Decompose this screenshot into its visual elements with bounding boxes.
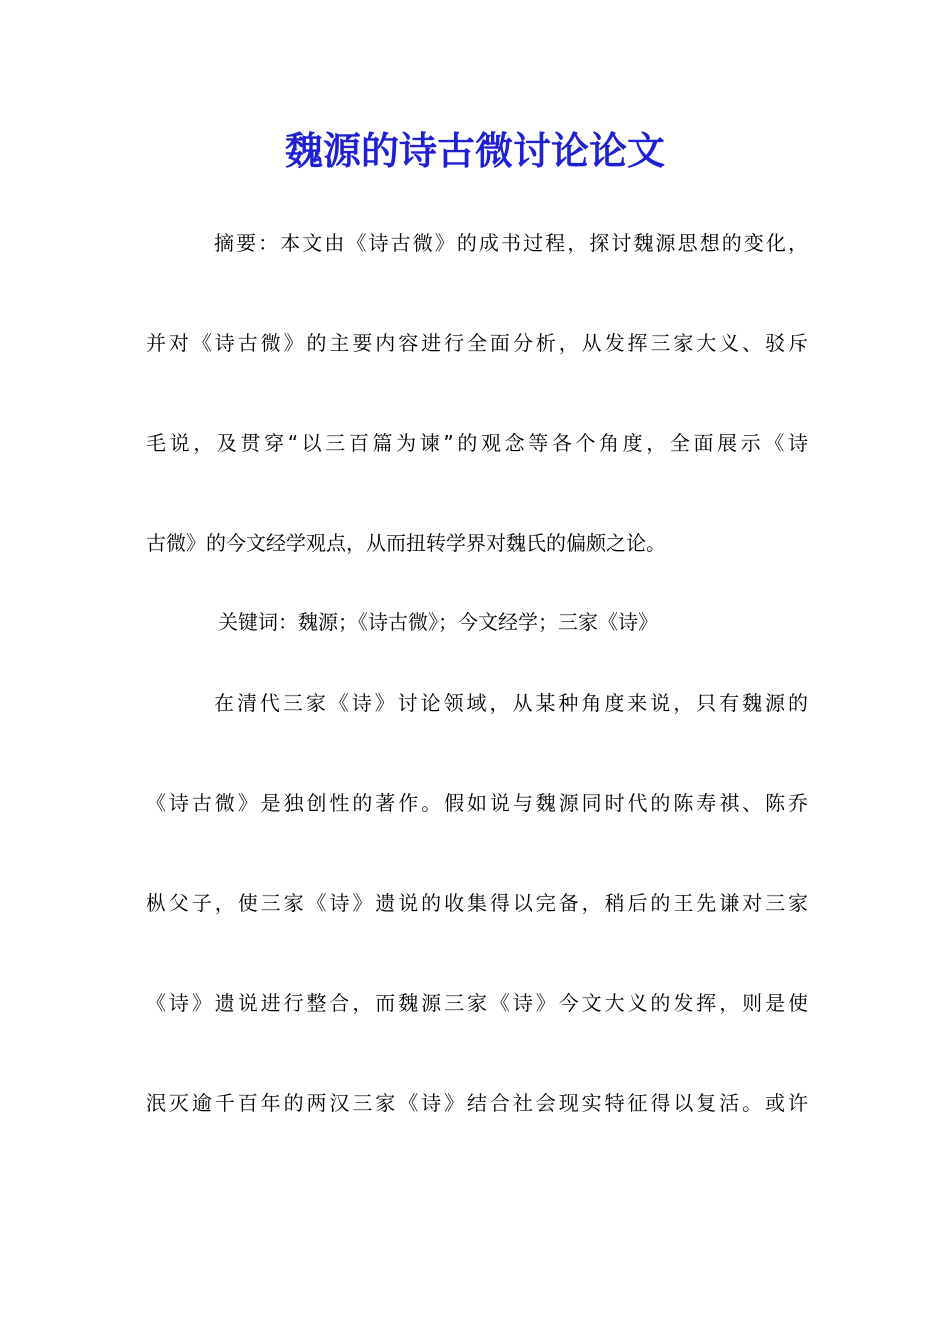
abstract-line: 并对《诗古微》的主要内容进行全面分析，从发挥三家大义、驳斥 — [146, 331, 808, 355]
body-line: 《诗》遗说进行整合，而魏源三家《诗》今文大义的发挥，则是使 — [146, 991, 808, 1015]
body-line: 《诗古微》是独创性的著作。假如说与魏源同时代的陈寿祺、陈乔 — [146, 791, 808, 815]
abstract-line: 摘要：本文由《诗古微》的成书过程，探讨魏源思想的变化， — [214, 231, 808, 255]
document-title: 魏源的诗古微讨论论文 — [284, 128, 665, 173]
body-line: 在清代三家《诗》讨论领域，从某种角度来说，只有魏源的 — [214, 691, 808, 715]
body-line: 泯灭逾千百年的两汉三家《诗》结合社会现实特征得以复活。或许 — [146, 1091, 808, 1115]
abstract-line: 毛说，及贯穿“以三百篇为谏”的观念等各个角度，全面展示《诗 — [146, 431, 808, 455]
keywords-line: 关键词：魏源；《诗古微》；今文经学；三家《诗》 — [218, 610, 658, 634]
body-line: 枞父子，使三家《诗》遗说的收集得以完备，稍后的王先谦对三家 — [146, 891, 808, 915]
abstract-line: 古微》的今文经学观点，从而扭转学界对魏氏的偏颇之论。 — [146, 531, 666, 555]
